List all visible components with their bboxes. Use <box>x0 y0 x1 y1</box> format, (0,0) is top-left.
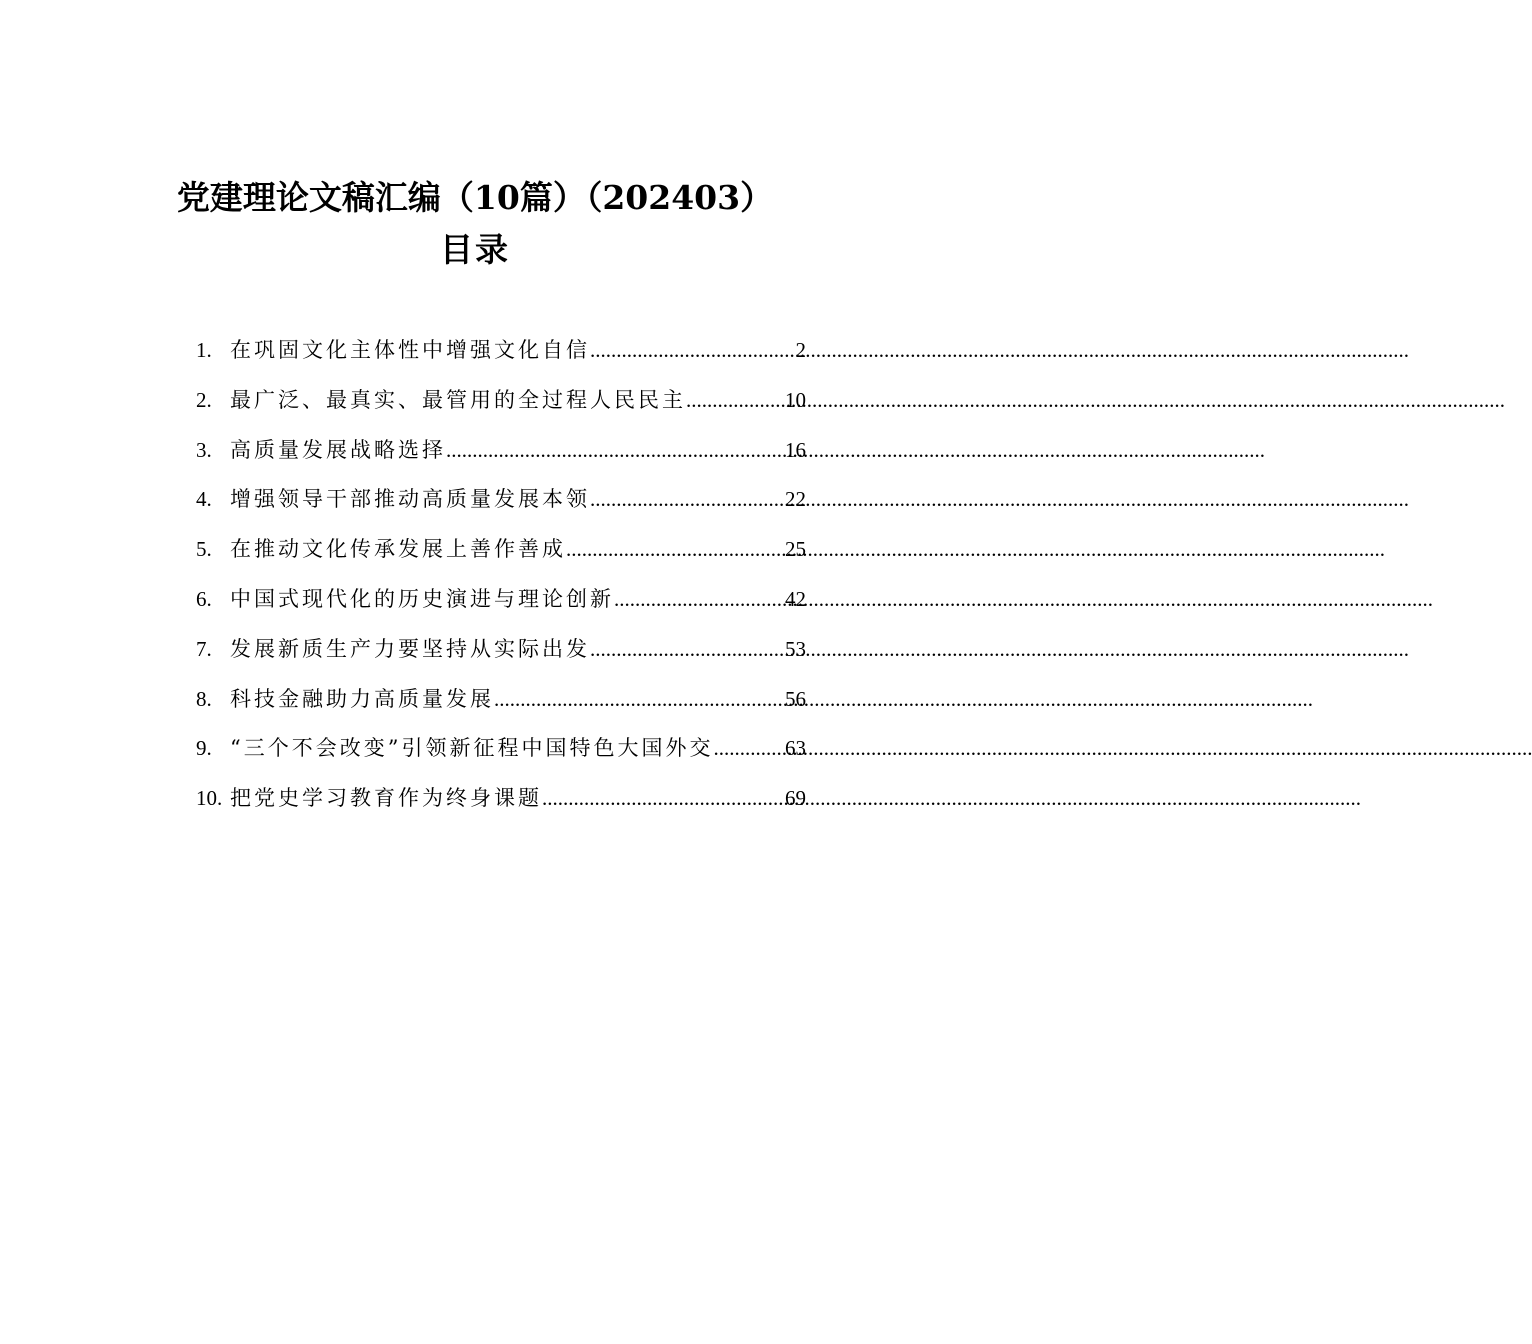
toc-entry-number: 1. <box>196 338 212 362</box>
toc-entry[interactable] <box>196 679 806 729</box>
toc-entry-page: 56 <box>785 686 806 711</box>
toc-entry-page: 16 <box>785 437 806 462</box>
toc-entry-page: 22 <box>785 487 806 512</box>
toc-entry-page: 63 <box>785 736 806 761</box>
toc-dot-leader <box>542 778 785 818</box>
toc-entry-page: 2 <box>795 338 806 362</box>
toc-entry-title: 中国式现代化的历史演进与理论创新 <box>230 586 614 611</box>
toc-entry-page: 42 <box>785 586 806 611</box>
toc-entry[interactable] <box>196 380 806 430</box>
toc-entry-page: 25 <box>785 537 806 562</box>
toc-heading: 目录 <box>440 230 510 269</box>
toc-entry-page: 10 <box>785 387 806 412</box>
toc-dot-leader <box>713 728 785 768</box>
toc-entry-number: 6. <box>196 586 212 611</box>
toc-dot-leader <box>590 330 796 370</box>
toc-dot-leader <box>614 579 785 619</box>
toc-dot-leader <box>566 529 785 569</box>
toc-dot-leader <box>494 679 785 719</box>
toc-entry-title: 发展新质生产力要坚持从实际出发 <box>230 636 590 661</box>
toc-entry-number: 10. <box>196 786 223 811</box>
toc-entry-number: 5. <box>196 537 212 562</box>
toc-entry-title: 在推动文化传承发展上善作善成 <box>230 537 566 562</box>
toc-dot-leader <box>446 430 785 470</box>
toc-entry[interactable] <box>196 430 806 480</box>
toc-entry-title: 科技金融助力高质量发展 <box>230 686 494 711</box>
toc-entry-page: 69 <box>785 786 806 811</box>
toc-entry[interactable] <box>196 479 806 529</box>
toc-entry-number: 3. <box>196 437 212 462</box>
table-of-contents <box>196 330 806 828</box>
toc-entry-number: 9. <box>196 736 212 761</box>
toc-entry-title: 高质量发展战略选择 <box>230 437 446 462</box>
toc-entry-number: 2. <box>196 387 212 412</box>
toc-entry-title: 增强领导干部推动高质量发展本领 <box>230 487 590 512</box>
toc-entry-title: 把党史学习教育作为终身课题 <box>230 786 542 811</box>
toc-dot-leader <box>590 629 785 669</box>
toc-dot-leader <box>590 479 785 519</box>
toc-entry-number: 7. <box>196 636 212 661</box>
toc-entry-number: 8. <box>196 686 212 711</box>
toc-entry-page: 53 <box>785 636 806 661</box>
toc-entry-title: 在巩固文化主体性中增强文化自信 <box>230 338 590 362</box>
toc-entry[interactable] <box>196 529 806 579</box>
toc-entry[interactable] <box>196 330 806 380</box>
document-title: 党建理论文稿汇编（10篇）（202403） <box>176 178 774 217</box>
toc-entry[interactable] <box>196 778 806 828</box>
toc-entry-title: “三个不会改变”引领新征程中国特色大国外交 <box>230 736 714 761</box>
toc-entry-title: 最广泛、最真实、最管用的全过程人民民主 <box>230 387 686 412</box>
toc-entry[interactable] <box>196 728 806 778</box>
toc-entry-number: 4. <box>196 487 212 512</box>
toc-dot-leader <box>686 380 785 420</box>
toc-entry[interactable] <box>196 579 806 629</box>
toc-entry[interactable] <box>196 629 806 679</box>
